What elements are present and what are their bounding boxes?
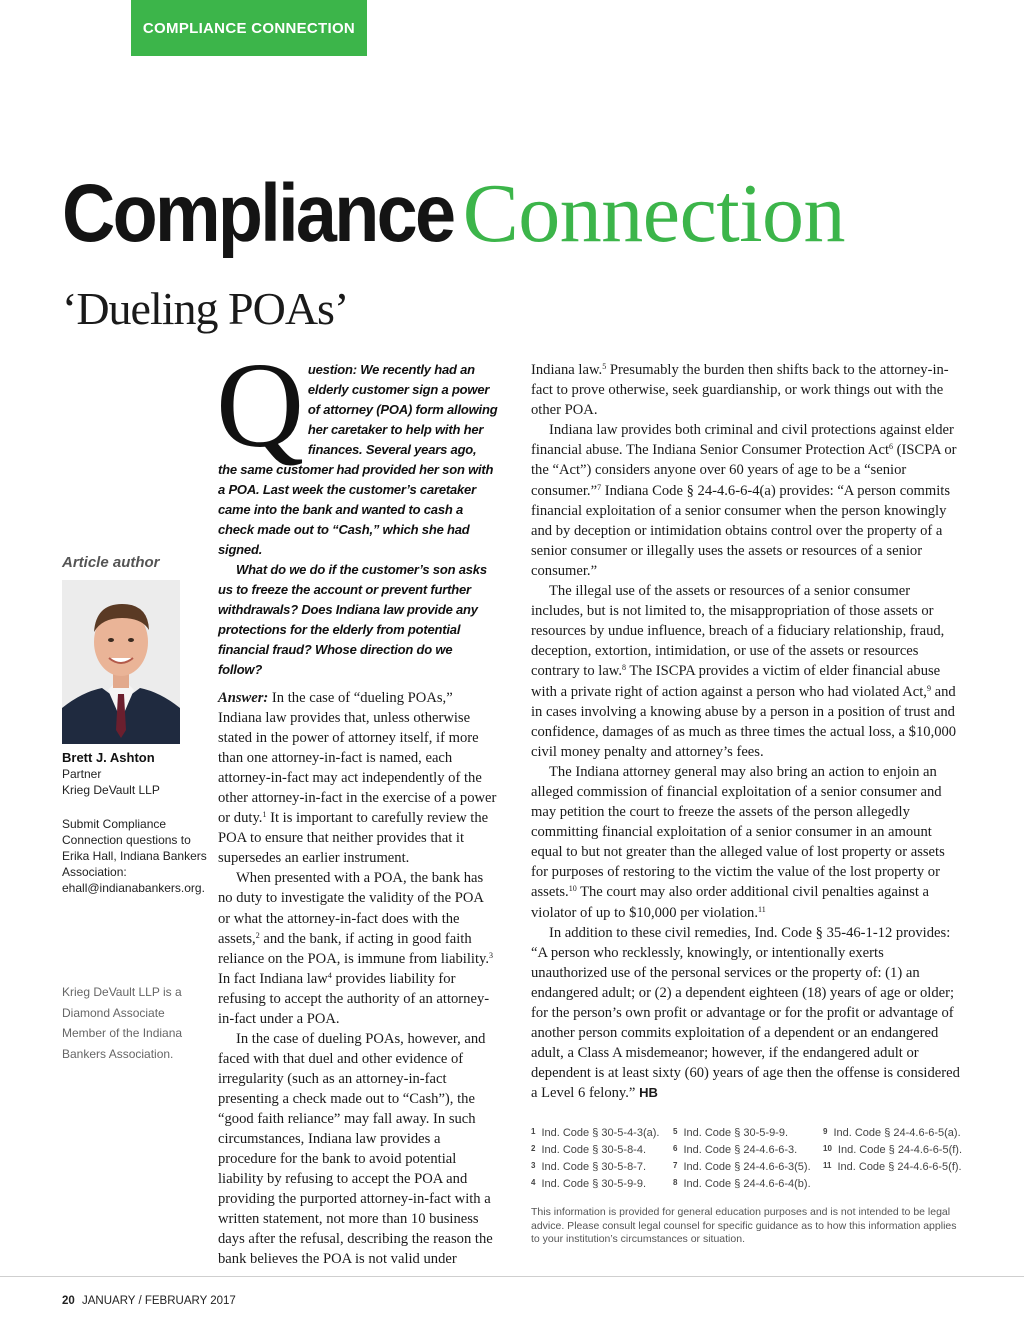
footnote-column-1: [531, 1124, 673, 1192]
footnote-item: $^9$ Ind. Code § 24-4.6-6-5(a).: [823, 1127, 961, 1139]
firm-membership-note: Krieg DeVault LLP is a Diamond Associate Member of the Indiana Bankers Association.: [62, 985, 183, 1061]
footnote-item: $^3$ Ind. Code § 30-5-8-7.: [531, 1161, 647, 1173]
footnote-item: $^6$ Ind. Code § 24-4.6-6-3.: [673, 1144, 798, 1156]
title-part-compliance: Compliance: [62, 168, 454, 259]
footnote-ref: 8: [622, 663, 627, 673]
right-paragraph-4: The Indiana attorney general may also bring an action to enjoin an alleged commission of financial exploitation of a senior consumer and may petition the court to freeze the assets of the person allegedly committing financial exploitation of a senior consumer in an amount equal to but not greater than the alleged value of lost property or assets for purposes of restoring to the victim the value of the lost property or assets.$^{10}$ The court may also order additional civil penalties against a violator of up to $10,000 per violation.$^{11}$: [531, 763, 945, 921]
footnote-item: $^4$ Ind. Code § 30-5-9-9.: [531, 1178, 647, 1190]
continued-body: [531, 360, 963, 1103]
footnote-item: $^5$ Ind. Code § 30-5-9-9.: [673, 1127, 789, 1139]
footnote-ref: 3: [489, 950, 494, 960]
footnote-ref: 7: [597, 482, 602, 492]
question-paragraph-1: uestion: We recently had an elderly customer sign a power of attorney (POA) form allowing her caretaker to help with her finances. Several years ago, the same customer had provided her son with a POA. Last week the customer’s caretaker came into the bank and wanted to cash a check made out to “Cash,” which she had signed.: [218, 362, 498, 557]
right-paragraph-5: In addition to these civil remedies, Ind. Code § 35-46-1-12 provides: “A person who recklessly, knowingly, or intentionally exerts unauthorized use of the personal services or the property of: (1) an endangered adult; or (2) a dependent eighteen (18) years of age or older; for the person’s own profit or advantage or for the profit or advantage of another person commits exploitation of a dependent or an endangered adult, a Class A misdemeanor; however, if the endangered adult or dependent is at least sixty (60) years of age then the offense is considered a Level 6 felony.” HB: [531, 924, 960, 1102]
footnote-ref: 4: [327, 970, 332, 980]
footnote-item: $^8$ Ind. Code § 24-4.6-6-4(b).: [673, 1178, 811, 1190]
footnote-item: $^{11}$ Ind. Code § 24-4.6-6-5(f).: [823, 1161, 962, 1173]
footnote-ref: 5: [602, 362, 607, 371]
portrait-illustration: [62, 580, 180, 744]
submit-questions-note: Submit Compliance Connection questions to Erika Hall, Indiana Bankers Association: ehall@indianabankers.org.: [62, 817, 207, 895]
page-title: [62, 167, 846, 260]
footnote-ref: 9: [926, 683, 931, 693]
section-tab: COMPLIANCE CONNECTION: [131, 0, 367, 56]
footnote-item: $^2$ Ind. Code § 30-5-8-4.: [531, 1144, 647, 1156]
footnote-ref: 1: [262, 810, 267, 820]
right-paragraph-1: Indiana law.$^5$ Presumably the burden then shifts back to the attorney-in-fact to prove otherwise, seek guardianship, or work things out with the other POA.: [531, 362, 949, 419]
author-label: Article author: [62, 554, 160, 571]
author-firm: Krieg DeVault LLP: [62, 783, 160, 797]
author-role: Partner: [62, 767, 102, 781]
footnote-column-3: [823, 1124, 971, 1192]
answer-paragraph-2: When presented with a POA, the bank has no duty to investigate the validity of the POA or what the attorney-in-fact does with the assets,$^2$ and the bank, if acting in good faith reliance on the POA, is immune from liability.$^3$ In fact Indiana law$^4$ provides liability for refusing to accept the authority of an attorney-in-fact under a POA.: [218, 870, 494, 1027]
footnote-ref: 11: [757, 904, 766, 914]
author-portrait: [62, 580, 180, 744]
question-paragraph-2: What do we do if the customer’s son asks us to freeze the account or prevent further withdrawals? Does Indiana law provide any protections for the elderly from potential financial fraud? Whose direction do we follow?: [218, 562, 487, 677]
issue-date: JANUARY / FEBRUARY 2017: [82, 1295, 236, 1307]
right-paragraph-2: Indiana law provides both criminal and civil protections against elder financial abuse. The Indiana Senior Consumer Protection Act$^6$ (ISCPA or the “Act”) considers anyone over 60 years of age to be a “senior consumer.”$^7$ Indiana Code § 24-4.6-6-4(a) provides: “A person commits financial exploitation of a senior consumer when the person knowingly and by deception or intimidation obtains control over the property of a senior consumer or illegally uses the assets or resources of a senior consumer.”: [531, 422, 957, 579]
footnote-item: $^7$ Ind. Code § 24-4.6-6-3(5).: [673, 1161, 811, 1173]
right-paragraph-3: The illegal use of the assets or resources of a senior consumer includes, but is not limited to, the misappropriation of those assets or resources by undue influence, breach of a fiduciary relationship, fraud, deception, extortion, intimidation, or use of the assets or resources contrary to law.$^8$ The ISCPA provides a victim of elder financial abuse with a private right of action against a person who had violated Act,$^9$ and in cases involving a knowing abuse by a person in a position of trust and confidence, damages of as much as three times the actual loss, a $10,000 civil money penalty and attorney’s fees.: [531, 583, 957, 760]
end-mark: HB: [639, 1085, 658, 1101]
article-column-1: [216, 338, 498, 1269]
author-name: Brett J. Ashton: [62, 750, 155, 765]
footer-divider: [0, 1276, 1024, 1277]
article-column-2: [531, 360, 963, 1103]
drop-cap: Q: [216, 338, 304, 473]
footnote-ref: 10: [568, 884, 577, 894]
question-block: [216, 338, 498, 680]
title-part-connection: Connection: [462, 167, 846, 260]
footnote-ref: 2: [255, 930, 260, 940]
footnote-ref: 6: [889, 442, 893, 452]
answer-paragraph-3: In the case of dueling POAs, however, and faced with that duel and other evidence of irregularity (such as an attorney-in-fact presenting a check made out to “Cash”), the “good faith reliance” may fall away. In such circumstances, Indiana law provides a procedure for the bank to avoid potential liability by refusing to accept the POA and providing the purported attorney-in-fact with a written statement, not more than 10 business days after the refusal, describing the reason the bank believes the POA is not valid under: [218, 1030, 493, 1268]
legal-disclaimer: This information is provided for general education purposes and is not intended to be legal advice. Please consult legal counsel for specific guidance as to how this information applies to your institution’s circumstances or situation.: [531, 1206, 957, 1245]
answer-label: Answer:: [218, 690, 269, 706]
page-footer: [62, 1295, 236, 1307]
article-subtitle: ‘Dueling POAs’: [62, 283, 349, 334]
footnote-column-2: [673, 1124, 823, 1192]
answer-paragraph-1: Answer: In the case of “dueling POAs,” Indiana law provides that, unless otherwise stated in the power of attorney itself, if more than one attorney-in-fact is named, each attorney-in-fact may act independently of the other attorney-in-fact in the exercise of a power or duty.$^1$ It is important to carefully review the POA to ensure that neither provides that it supersedes an earlier instrument.: [218, 690, 497, 867]
answer-body: [218, 688, 498, 1269]
footnote-item: $^1$ Ind. Code § 30-5-4-3(a).: [531, 1127, 660, 1139]
footnote-item: $^{10}$ Ind. Code § 24-4.6-6-5(f).: [823, 1144, 963, 1156]
footnotes: [531, 1124, 971, 1192]
page-number: 20: [62, 1295, 75, 1307]
